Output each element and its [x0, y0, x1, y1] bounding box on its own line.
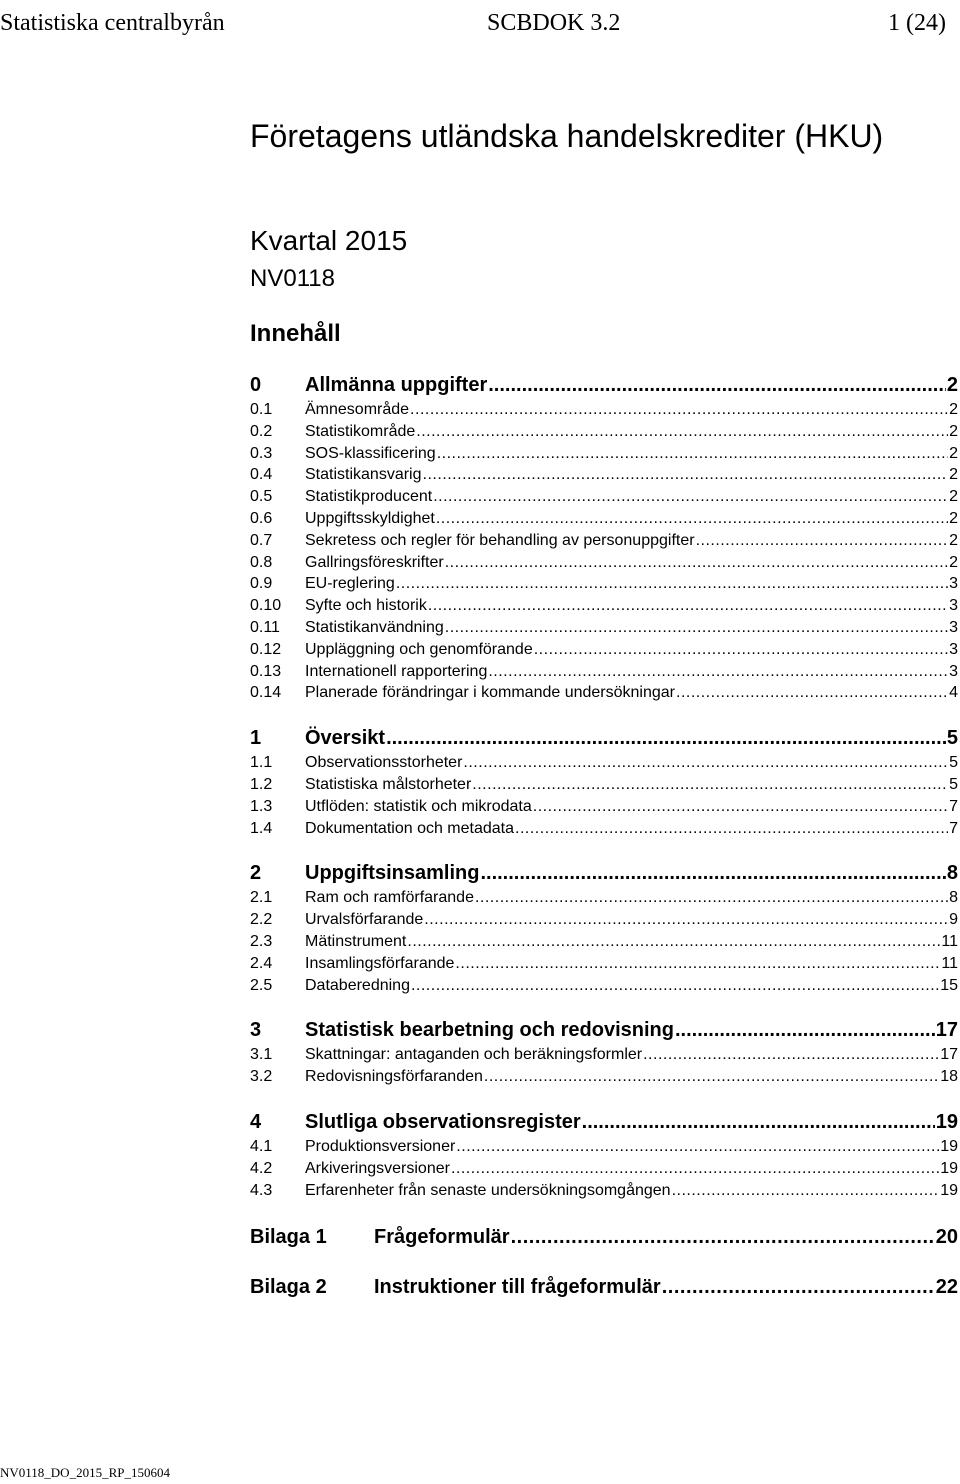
toc-subsection-entry[interactable]: [250, 443, 958, 465]
toc-dot-leader: [511, 1223, 935, 1251]
toc-dot-leader: [463, 752, 948, 774]
toc-subsection-entry[interactable]: [250, 661, 958, 683]
toc-entry-number: 0.14: [250, 684, 282, 702]
toc-dot-leader: [488, 661, 948, 683]
toc-dot-leader: [484, 1066, 939, 1088]
toc-entry-title[interactable]: Mätinstrument: [305, 932, 407, 950]
toc-entry-number: 0.13: [250, 662, 282, 680]
toc-entry-title[interactable]: Statistikproducent: [305, 488, 433, 506]
toc-entry-title[interactable]: Frågeformulär: [374, 1226, 510, 1249]
toc-dot-leader: [456, 1136, 939, 1158]
toc-subsection-entry[interactable]: [250, 1158, 958, 1180]
toc-subsection-entry[interactable]: [250, 639, 958, 661]
toc-entry-page: 20: [935, 1226, 958, 1249]
toc-appendix-entry[interactable]: [250, 1223, 958, 1251]
toc-dot-leader: [582, 1108, 935, 1136]
toc-entry-title[interactable]: Planerade förändringar i kommande undersökningar: [305, 684, 675, 702]
toc-entry-page: 18: [940, 1068, 958, 1086]
toc-section-entry[interactable]: [250, 859, 958, 887]
toc-dot-leader: [428, 595, 948, 617]
toc-entry-title[interactable]: Instruktioner till frågeformulär: [374, 1276, 661, 1299]
toc-entry-page: 2: [949, 553, 958, 571]
toc-entry-number: 0.4: [250, 466, 273, 484]
page-footer: NV0118_DO_2015_RP_150604: [0, 1465, 170, 1480]
toc-subsection-entry[interactable]: [250, 796, 958, 818]
header-document-id: SCBDOK 3.2: [487, 10, 621, 36]
toc-entry-page: 8: [949, 889, 958, 907]
toc-entry-page: 2: [949, 401, 958, 418]
toc-dot-leader: [407, 931, 940, 953]
toc-entry-number: 4.1: [250, 1137, 273, 1155]
toc-appendix-entry[interactable]: [250, 1273, 958, 1301]
table-of-contents: [250, 371, 958, 1301]
toc-entry-title[interactable]: Översikt: [305, 727, 386, 750]
toc-subsection-entry[interactable]: [250, 887, 958, 909]
toc-entry-number: 3: [250, 1019, 262, 1042]
product-code: NV0118: [250, 265, 335, 292]
toc-entry-number: 0.12: [250, 640, 282, 658]
toc-entry-number: 1.3: [250, 797, 273, 815]
toc-entry-number: 2.3: [250, 932, 273, 950]
toc-dot-leader: [424, 909, 948, 931]
toc-dot-leader: [696, 530, 949, 552]
toc-dot-leader: [423, 464, 949, 486]
toc-subsection-entry[interactable]: [250, 399, 958, 421]
toc-entry-number: 0.3: [250, 444, 273, 462]
toc-subsection-entry[interactable]: [250, 953, 958, 975]
toc-entry-page: 3: [949, 597, 958, 615]
toc-entry-number: 3.2: [250, 1068, 273, 1086]
toc-dot-leader: [445, 617, 948, 639]
toc-entry-page: 7: [949, 819, 958, 837]
toc-entry-page: 8: [946, 862, 958, 885]
toc-entry-number: Bilaga 2: [250, 1276, 327, 1299]
toc-entry-page: 15: [940, 976, 958, 994]
toc-section-entry[interactable]: [250, 371, 958, 399]
toc-dot-leader: [436, 508, 948, 530]
toc-dot-leader: [480, 859, 945, 887]
toc-entry-page: 11: [941, 932, 958, 950]
toc-entry-page: 2: [946, 374, 958, 396]
toc-entry-page: 19: [940, 1181, 958, 1199]
toc-entry-page: 5: [946, 727, 958, 750]
toc-entry-page: 3: [949, 575, 958, 593]
toc-entry-page: 3: [949, 640, 958, 658]
toc-entry-number: 0.1: [250, 401, 273, 418]
toc-entry-number: 0.9: [250, 575, 273, 593]
toc-dot-leader: [672, 1180, 940, 1202]
toc-subsection-entry[interactable]: [250, 595, 958, 617]
toc-entry-title[interactable]: Statistikområde: [305, 422, 416, 440]
toc-subsection-entry[interactable]: [250, 421, 958, 443]
toc-entry-title[interactable]: EU-reglering: [305, 575, 395, 593]
toc-entry-page: 19: [940, 1137, 958, 1155]
toc-entry-title[interactable]: Dokumentation och metadata: [305, 819, 515, 837]
toc-subsection-entry[interactable]: [250, 1136, 958, 1158]
toc-heading: Innehåll: [250, 320, 341, 347]
toc-entry-title[interactable]: Urvalsförfarande: [305, 911, 424, 929]
toc-subsection-entry[interactable]: [250, 530, 958, 552]
header-page-number: 1 (24): [888, 10, 946, 36]
toc-entry-number: 0.10: [250, 597, 282, 615]
toc-subsection-entry[interactable]: [250, 573, 958, 595]
toc-entry-title[interactable]: SOS-klassificering: [305, 444, 436, 462]
toc-entry-title[interactable]: Internationell rapportering: [305, 662, 488, 680]
toc-entry-number: 0.2: [250, 422, 273, 440]
toc-entry-title[interactable]: Utflöden: statistik och mikrodata: [305, 797, 532, 815]
toc-entry-number: 1: [250, 727, 262, 750]
toc-entry-number: 0.5: [250, 488, 273, 506]
toc-entry-title[interactable]: Slutliga observationsregister: [305, 1110, 581, 1133]
toc-subsection-entry[interactable]: [250, 508, 958, 530]
toc-dot-leader: [534, 639, 948, 661]
toc-entry-title[interactable]: Arkiveringsversioner: [305, 1159, 450, 1177]
toc-entry-number: 0.7: [250, 531, 273, 549]
toc-dot-leader: [396, 573, 948, 595]
toc-entry-page: 4: [949, 684, 958, 702]
toc-entry-number: 2.5: [250, 976, 273, 994]
toc-entry-page: 5: [949, 775, 958, 793]
toc-dot-leader: [416, 421, 948, 443]
toc-entry-number: 2.4: [250, 954, 273, 972]
toc-entry-page: 17: [935, 1019, 958, 1042]
toc-entry-number: 0.8: [250, 553, 273, 571]
toc-entry-title[interactable]: Uppgiftsinsamling: [305, 862, 480, 885]
toc-dot-leader: [662, 1273, 935, 1301]
toc-entry-number: 3.1: [250, 1046, 273, 1064]
toc-entry-number: 4.2: [250, 1159, 273, 1177]
toc-entry-title[interactable]: Sekretess och regler för behandling av personuppgifter: [305, 531, 695, 549]
toc-entry-number: 0.6: [250, 509, 273, 527]
toc-entry-title[interactable]: Ämnesområde: [305, 401, 410, 418]
toc-entry-title[interactable]: Statistisk bearbetning och redovisning: [305, 1019, 674, 1042]
toc-section-entry[interactable]: [250, 1016, 958, 1044]
toc-entry-number: 0.11: [250, 618, 280, 636]
toc-subsection-entry[interactable]: [250, 1180, 958, 1202]
toc-entry-title[interactable]: Erfarenheter från senaste undersökningsomgången: [305, 1181, 671, 1199]
page-header: [0, 6, 946, 40]
toc-entry-number: 1.1: [250, 754, 273, 772]
toc-entry-title[interactable]: Ram och ramförfarande: [305, 889, 474, 907]
toc-entry-number: 0: [250, 374, 262, 396]
toc-entry-page: 7: [949, 797, 958, 815]
toc-section-entry[interactable]: [250, 724, 958, 752]
toc-subsection-entry[interactable]: [250, 552, 958, 574]
toc-entry-number: 4: [250, 1110, 262, 1133]
toc-subsection-entry[interactable]: [250, 1066, 958, 1088]
toc-entry-number: Bilaga 1: [250, 1226, 327, 1249]
document-title: Företagens utländska handelskrediter (HKU): [250, 118, 884, 154]
toc-entry-page: 9: [949, 911, 958, 929]
toc-entry-title[interactable]: Produktionsversioner: [305, 1137, 456, 1155]
toc-subsection-entry[interactable]: [250, 464, 958, 486]
toc-subsection-entry[interactable]: [250, 909, 958, 931]
toc-entry-title[interactable]: Observationsstorheter: [305, 754, 463, 772]
toc-entry-page: 2: [949, 444, 958, 462]
toc-entry-number: 2.1: [250, 889, 273, 907]
toc-entry-title[interactable]: Statistikansvarig: [305, 466, 422, 484]
toc-entry-page: 2: [949, 509, 958, 527]
toc-entry-title[interactable]: Uppgiftsskyldighet: [305, 509, 435, 527]
toc-dot-leader: [643, 1044, 939, 1066]
toc-entry-page: 19: [935, 1110, 958, 1133]
toc-entry-page: 2: [949, 422, 958, 440]
toc-dot-leader: [675, 1016, 935, 1044]
toc-dot-leader: [676, 682, 948, 704]
toc-entry-number: 2: [250, 862, 262, 885]
toc-entry-page: 2: [949, 466, 958, 484]
toc-entry-page: 3: [949, 662, 958, 680]
document-subtitle: Kvartal 2015: [250, 225, 408, 256]
toc-dot-leader: [433, 486, 948, 508]
toc-entry-number: 1.4: [250, 819, 273, 837]
toc-dot-leader: [386, 724, 946, 752]
toc-entry-page: 17: [940, 1046, 958, 1064]
toc-dot-leader: [455, 953, 940, 975]
toc-subsection-entry[interactable]: [250, 486, 958, 508]
toc-entry-number: 1.2: [250, 775, 273, 793]
toc-section-entry[interactable]: [250, 1108, 958, 1136]
toc-entry-title[interactable]: Uppläggning och genomförande: [305, 640, 533, 658]
toc-dot-leader: [515, 818, 948, 840]
toc-entry-page: 19: [940, 1159, 958, 1177]
toc-entry-page: 5: [949, 754, 958, 772]
toc-subsection-entry[interactable]: [250, 752, 958, 774]
toc-dot-leader: [451, 1158, 939, 1180]
toc-entry-page: 22: [935, 1276, 958, 1299]
toc-entry-page: 2: [949, 531, 958, 549]
toc-subsection-entry[interactable]: [250, 818, 958, 840]
toc-dot-leader: [475, 887, 948, 909]
toc-dot-leader: [411, 975, 939, 997]
toc-entry-title[interactable]: Insamlingsförfarande: [305, 954, 455, 972]
toc-entry-page: 11: [941, 954, 958, 972]
toc-dot-leader: [410, 399, 948, 421]
toc-subsection-entry[interactable]: [250, 1044, 958, 1066]
toc-dot-leader: [437, 443, 948, 465]
toc-subsection-entry[interactable]: [250, 975, 958, 997]
toc-entry-title[interactable]: Redovisningsförfaranden: [305, 1068, 483, 1086]
toc-subsection-entry[interactable]: [250, 617, 958, 639]
toc-entry-title[interactable]: Syfte och historik: [305, 597, 427, 615]
toc-subsection-entry[interactable]: [250, 931, 958, 953]
toc-dot-leader: [488, 371, 946, 399]
header-organization: Statistiska centralbyrån: [0, 10, 225, 36]
toc-entry-number: 4.3: [250, 1181, 273, 1199]
toc-entry-title[interactable]: Allmänna uppgifter: [305, 374, 488, 396]
toc-entry-title[interactable]: Statistikanvändning: [305, 618, 444, 636]
toc-entry-title[interactable]: Skattningar: antaganden och beräkningsformler: [305, 1046, 643, 1064]
toc-entry-number: 2.2: [250, 911, 273, 929]
toc-subsection-entry[interactable]: [250, 774, 958, 796]
toc-subsection-entry[interactable]: [250, 682, 958, 704]
toc-entry-title[interactable]: Gallringsföreskrifter: [305, 553, 444, 571]
toc-dot-leader: [445, 552, 948, 574]
toc-entry-title[interactable]: Databeredning: [305, 976, 410, 994]
toc-entry-page: 3: [949, 618, 958, 636]
toc-dot-leader: [533, 796, 948, 818]
toc-entry-page: 2: [949, 488, 958, 506]
toc-dot-leader: [472, 774, 948, 796]
toc-entry-title[interactable]: Statistiska målstorheter: [305, 775, 472, 793]
